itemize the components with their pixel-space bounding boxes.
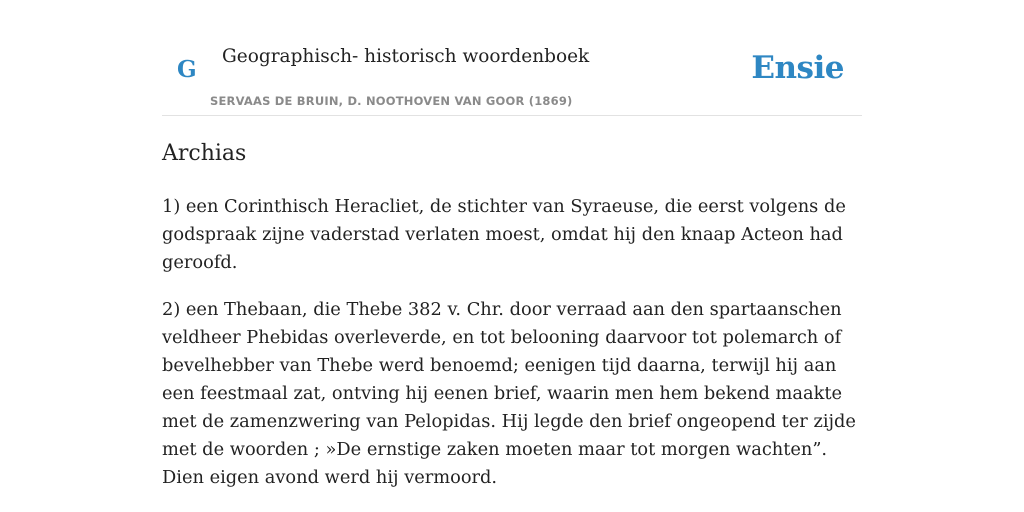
book-initial-icon[interactable]: G [177, 56, 197, 83]
book-header [162, 36, 862, 116]
ensie-logo-link[interactable]: Ensie [751, 50, 844, 86]
entry-article [162, 138, 862, 511]
book-authors: SERVAAS DE BRUIN, D. NOOTHOVEN VAN GOOR (1869) [210, 94, 573, 108]
book-title-link[interactable]: Geographisch- historisch woordenboek [222, 46, 590, 67]
entry-paragraph: 1) een Corinthisch Heracliet, de stichter van Syraeuse, die eerst volgens de godspraak zijne vaderstad verlaten moest, omdat hij den knaap Acteon had geroofd. [162, 196, 846, 273]
entry-title: Archias [162, 141, 247, 166]
entry-paragraph: 2) een Thebaan, die Thebe 382 v. Chr. door verraad aan den spartaanschen veldheer Phebidas overleverde, en tot belooning daarvoor tot polemarch of bevelhebber van Thebe werd benoemd; eenigen tijd daarna, terwijl hij aan een feestmaal zat, ontving hij eenen brief, waarin men hem bekend maakte met de zamenzwering van Pelopidas. Hij legde den brief ongeopend ter zijde met de woorden ; »De ernstige zaken moeten maar tot morgen wachten”. Dien eigen avond werd hij vermoord. [162, 299, 856, 488]
